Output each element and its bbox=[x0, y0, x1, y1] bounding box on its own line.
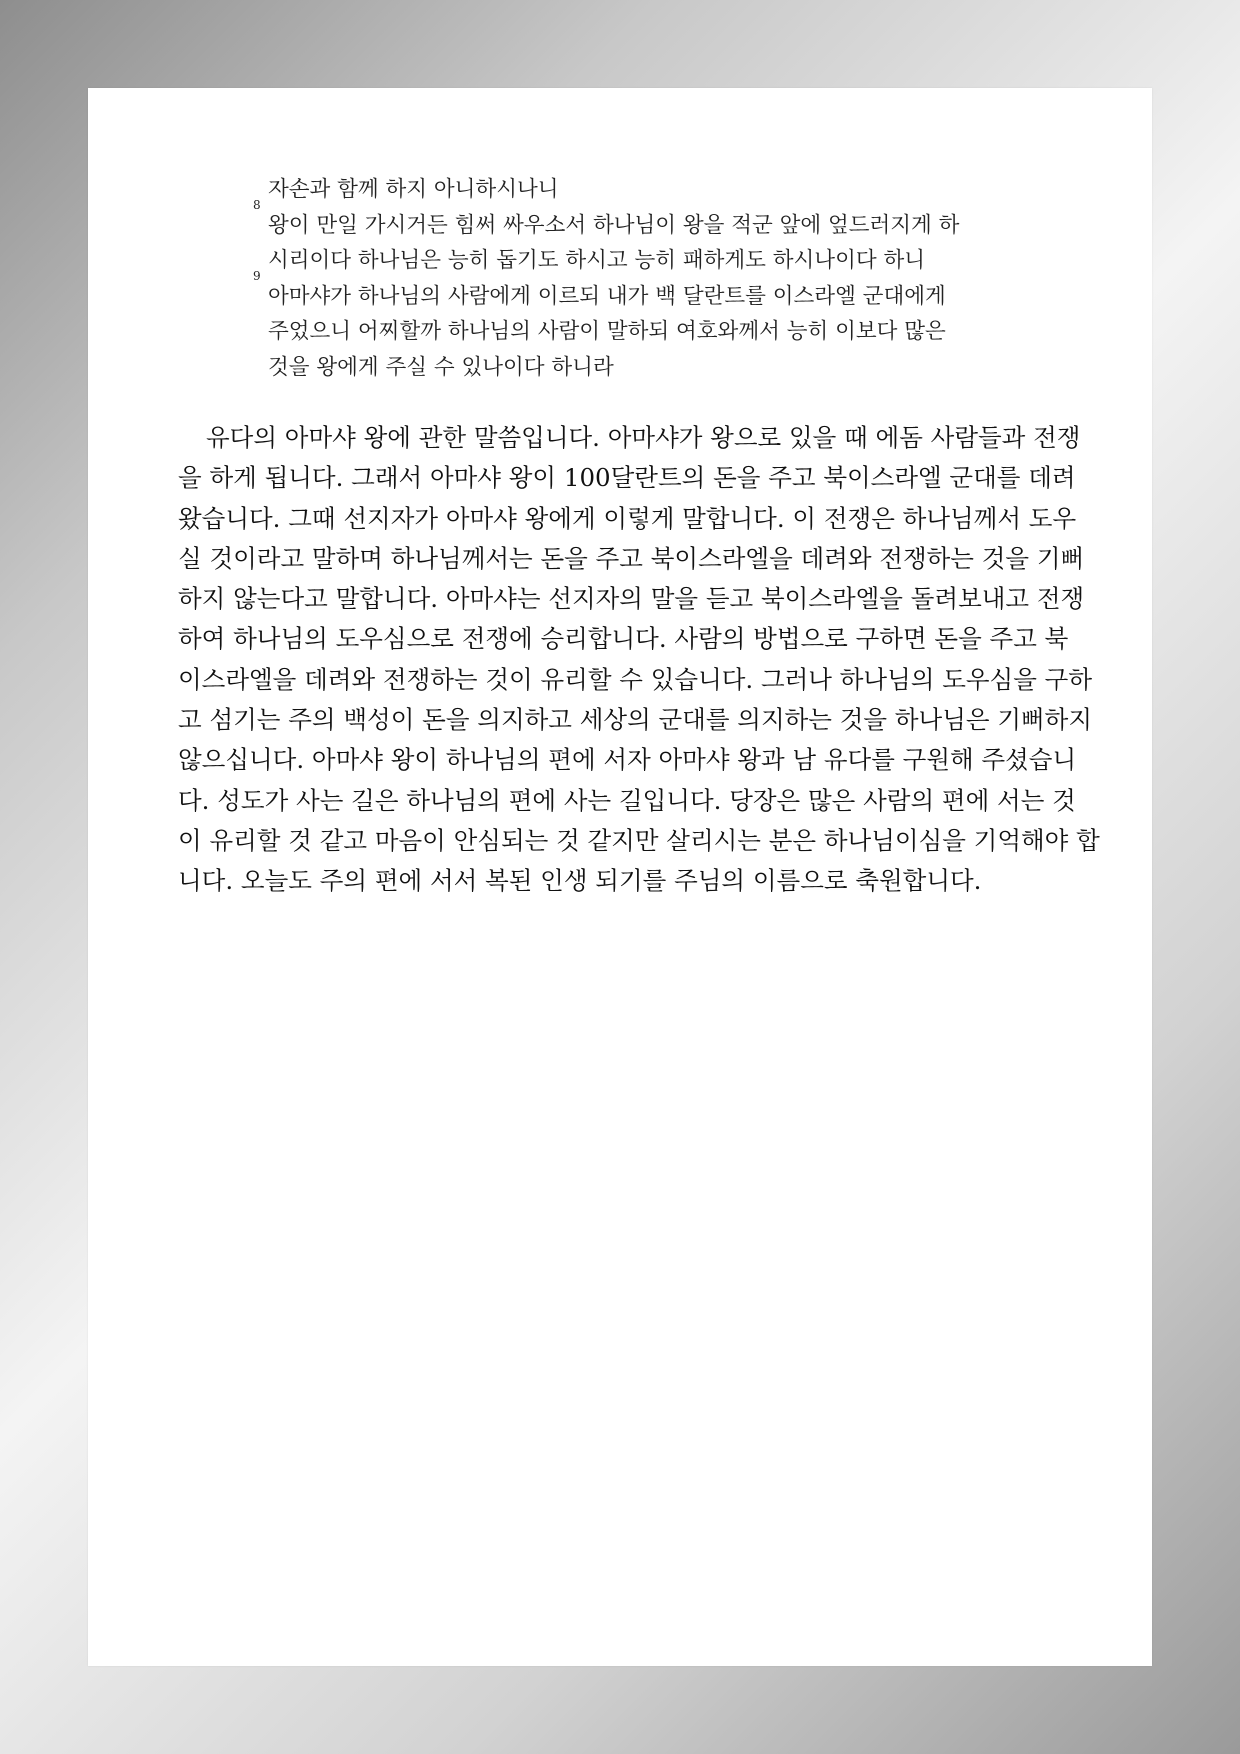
verse-line bbox=[253, 243, 1083, 279]
verse-text: 시리이다 하나님은 능히 돕기도 하시고 능히 패하게도 하시나이다 하니 bbox=[268, 248, 925, 273]
paragraph-line: 다. 성도가 사는 길은 하나님의 편에 사는 길입니다. 당장은 많은 사람의 편에 서는 것 bbox=[178, 785, 1076, 815]
verse-line bbox=[253, 268, 1083, 315]
paragraph-line: 을 하게 됩니다. 그래서 아마샤 왕이 100달란트의 돈을 주고 북이스라엘 군대를 데려 bbox=[178, 463, 1076, 493]
paragraph-line: 실 것이라고 말하며 하나님께서는 돈을 주고 북이스라엘을 데려와 전쟁하는 것을 기뻐 bbox=[178, 543, 1085, 573]
scripture-passage bbox=[253, 172, 1083, 385]
paragraph-line: 하여 하나님의 도우심으로 전쟁에 승리합니다. 사람의 방법으로 구하면 돈을 주고 북 bbox=[178, 624, 1069, 654]
verse-line bbox=[253, 197, 1083, 244]
verse-number: 8 bbox=[253, 197, 261, 212]
paragraph-line: 왔습니다. 그때 선지자가 아마샤 왕에게 이렇게 말합니다. 이 전쟁은 하나님께서 도우 bbox=[178, 503, 1077, 533]
paragraph-line: 유다의 아마샤 왕에 관한 말씀입니다. 아마샤가 왕으로 있을 때 에돔 사람들과 전쟁 bbox=[206, 423, 1081, 452]
verse-text: 왕이 만일 가시거든 힘써 싸우소서 하나님이 왕을 적군 앞에 엎드러지게 하 bbox=[268, 212, 960, 238]
paragraph-line: 않으십니다. 아마샤 왕이 하나님의 편에 서자 아마샤 왕과 남 유다를 구원해 주셨습니 bbox=[178, 745, 1077, 775]
verse-text: 아마샤가 하나님의 사람에게 이르되 내가 백 달란트를 이스라엘 군대에게 bbox=[268, 283, 946, 309]
document-page bbox=[88, 88, 1152, 1666]
verse-line bbox=[253, 314, 1083, 350]
paragraph-line: 고 섬기는 주의 백성이 돈을 의지하고 세상의 군대를 의지하는 것을 하나님은 기뻐하지 bbox=[178, 705, 1093, 735]
verse-line bbox=[253, 350, 1083, 386]
verse-line bbox=[253, 172, 1083, 208]
paragraph-line: 이스라엘을 데려와 전쟁하는 것이 유리할 수 있습니다. 그러나 하나님의 도우심을 구하 bbox=[178, 664, 1093, 694]
paragraph-line: 하지 않는다고 말합니다. 아마샤는 선지자의 말을 듣고 북이스라엘을 돌려보내고 전쟁 bbox=[178, 584, 1085, 614]
commentary-paragraph bbox=[178, 418, 1100, 902]
paragraph-line: 니다. 오늘도 주의 편에 서서 복된 인생 되기를 주님의 이름으로 축원합니다. bbox=[178, 866, 982, 896]
verse-number: 9 bbox=[253, 268, 261, 283]
verse-text: 자손과 함께 하지 아니하시나니 bbox=[268, 177, 559, 202]
verse-text: 것을 왕에게 주실 수 있나이다 하니라 bbox=[268, 354, 614, 380]
paragraph-line: 이 유리할 것 같고 마음이 안심되는 것 같지만 살리시는 분은 하나님이심을 기억해야 합 bbox=[178, 825, 1100, 855]
verse-text: 주었으니 어찌할까 하나님의 사람이 말하되 여호와께서 능히 이보다 많은 bbox=[268, 319, 946, 344]
